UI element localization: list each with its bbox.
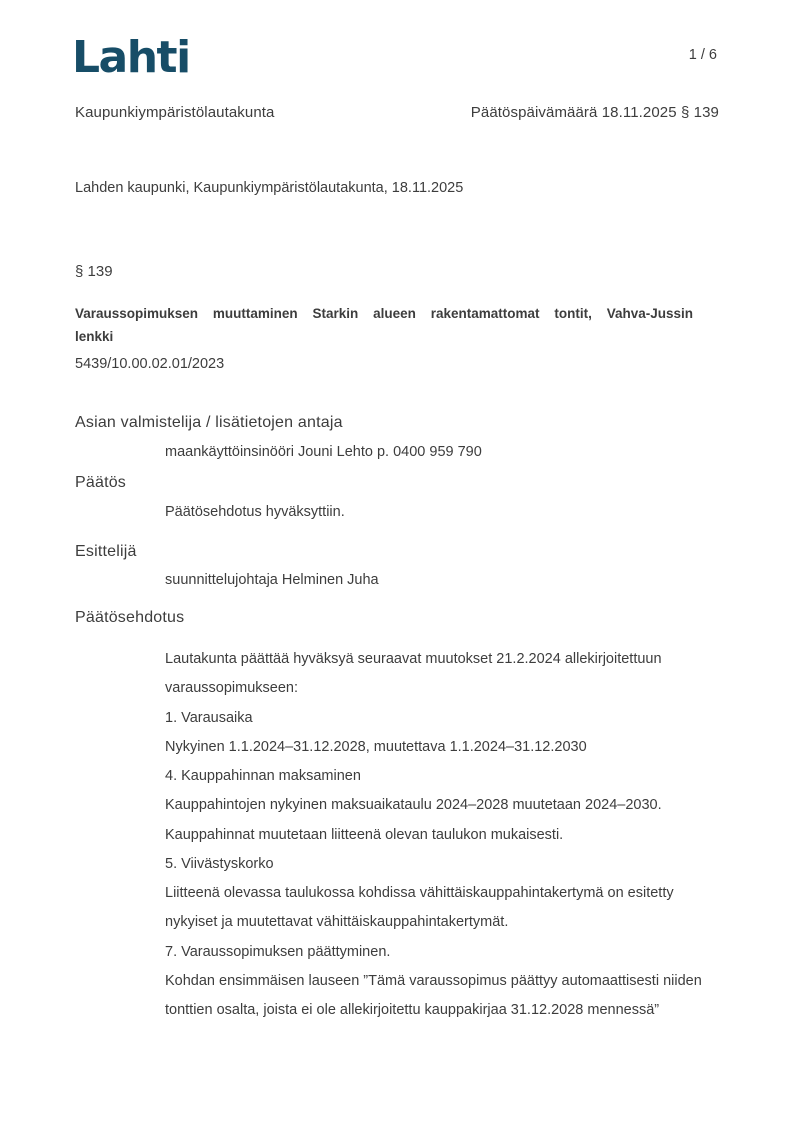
section-body-proposal: [165, 645, 702, 1025]
text-line: Kauppahinnat muutetaan liitteenä olevan taulukon mukaisesti.: [165, 826, 564, 843]
text-line: 4. Kauppahinnan maksaminen: [165, 768, 361, 784]
text-line: tonttien osalta, joista ei ole allekirjoitettu kauppakirjaa 31.12.2028 mennessä”: [165, 1002, 660, 1018]
decision-date-line: Päätöspäivämäärä 18.11.2025 § 139: [470, 104, 719, 121]
section-heading-proposal: Päätösehdotus: [75, 609, 185, 626]
document-title-line1: Varaussopimuksen muuttaminen Starkin alueen rakentamattomat tontit, Vahva-Jussin: [75, 306, 693, 321]
section-heading-presenter: Esittelijä: [75, 543, 137, 560]
text-line: Kauppahintojen nykyinen maksuaikataulu 2024–2028 muutetaan 2024–2030.: [165, 797, 662, 814]
section-body-preparer: [165, 442, 482, 462]
text-line: nykyiset ja muutettavat vähittäiskauppahintakertymät.: [165, 914, 509, 931]
text-line: Lautakunta päättää hyväksyä seuraavat muutokset 21.2.2024 allekirjoitettuun: [165, 651, 662, 667]
case-number: 5439/10.00.02.01/2023: [75, 356, 225, 372]
text-line: Liitteenä olevassa taulukossa kohdissa vähittäiskauppahintakertymä on esitetty: [165, 885, 674, 901]
text-line: maankäyttöinsinööri Jouni Lehto p. 0400 959 790: [165, 444, 482, 460]
page-indicator: 1 / 6: [688, 47, 717, 63]
document-title: [75, 302, 693, 348]
text-line: 1. Varausaika: [165, 709, 253, 726]
text-line: varaussopimukseen:: [165, 680, 298, 697]
text-line: Kohdan ensimmäisen lauseen ”Tämä varaussopimus päättyy automaattisesti niiden: [165, 972, 702, 989]
section-number: § 139: [75, 263, 113, 280]
text-line: Päätösehdotus hyväksyttiin.: [165, 504, 345, 520]
text-line: 7. Varaussopimuksen päättyminen.: [165, 943, 391, 960]
section-body-decision: [165, 502, 345, 522]
document-title-line2: lenkki: [75, 329, 114, 344]
section-heading-decision: Päätös: [75, 474, 127, 491]
text-line: suunnittelujohtaja Helminen Juha: [165, 572, 379, 588]
text-line: Nykyinen 1.1.2024–31.12.2028, muutettava 1.1.2024–31.12.2030: [165, 738, 587, 755]
text-line: 5. Viivästyskorko: [165, 855, 274, 872]
lahti-logo: Lahti: [72, 32, 190, 83]
committee-name: Kaupunkiympäristölautakunta: [75, 104, 275, 121]
section-heading-preparer: Asian valmistelija / lisätietojen antaja: [75, 414, 343, 431]
section-body-presenter: [165, 570, 379, 590]
organization-line: Lahden kaupunki, Kaupunkiympäristölautakunta, 18.11.2025: [75, 180, 464, 196]
